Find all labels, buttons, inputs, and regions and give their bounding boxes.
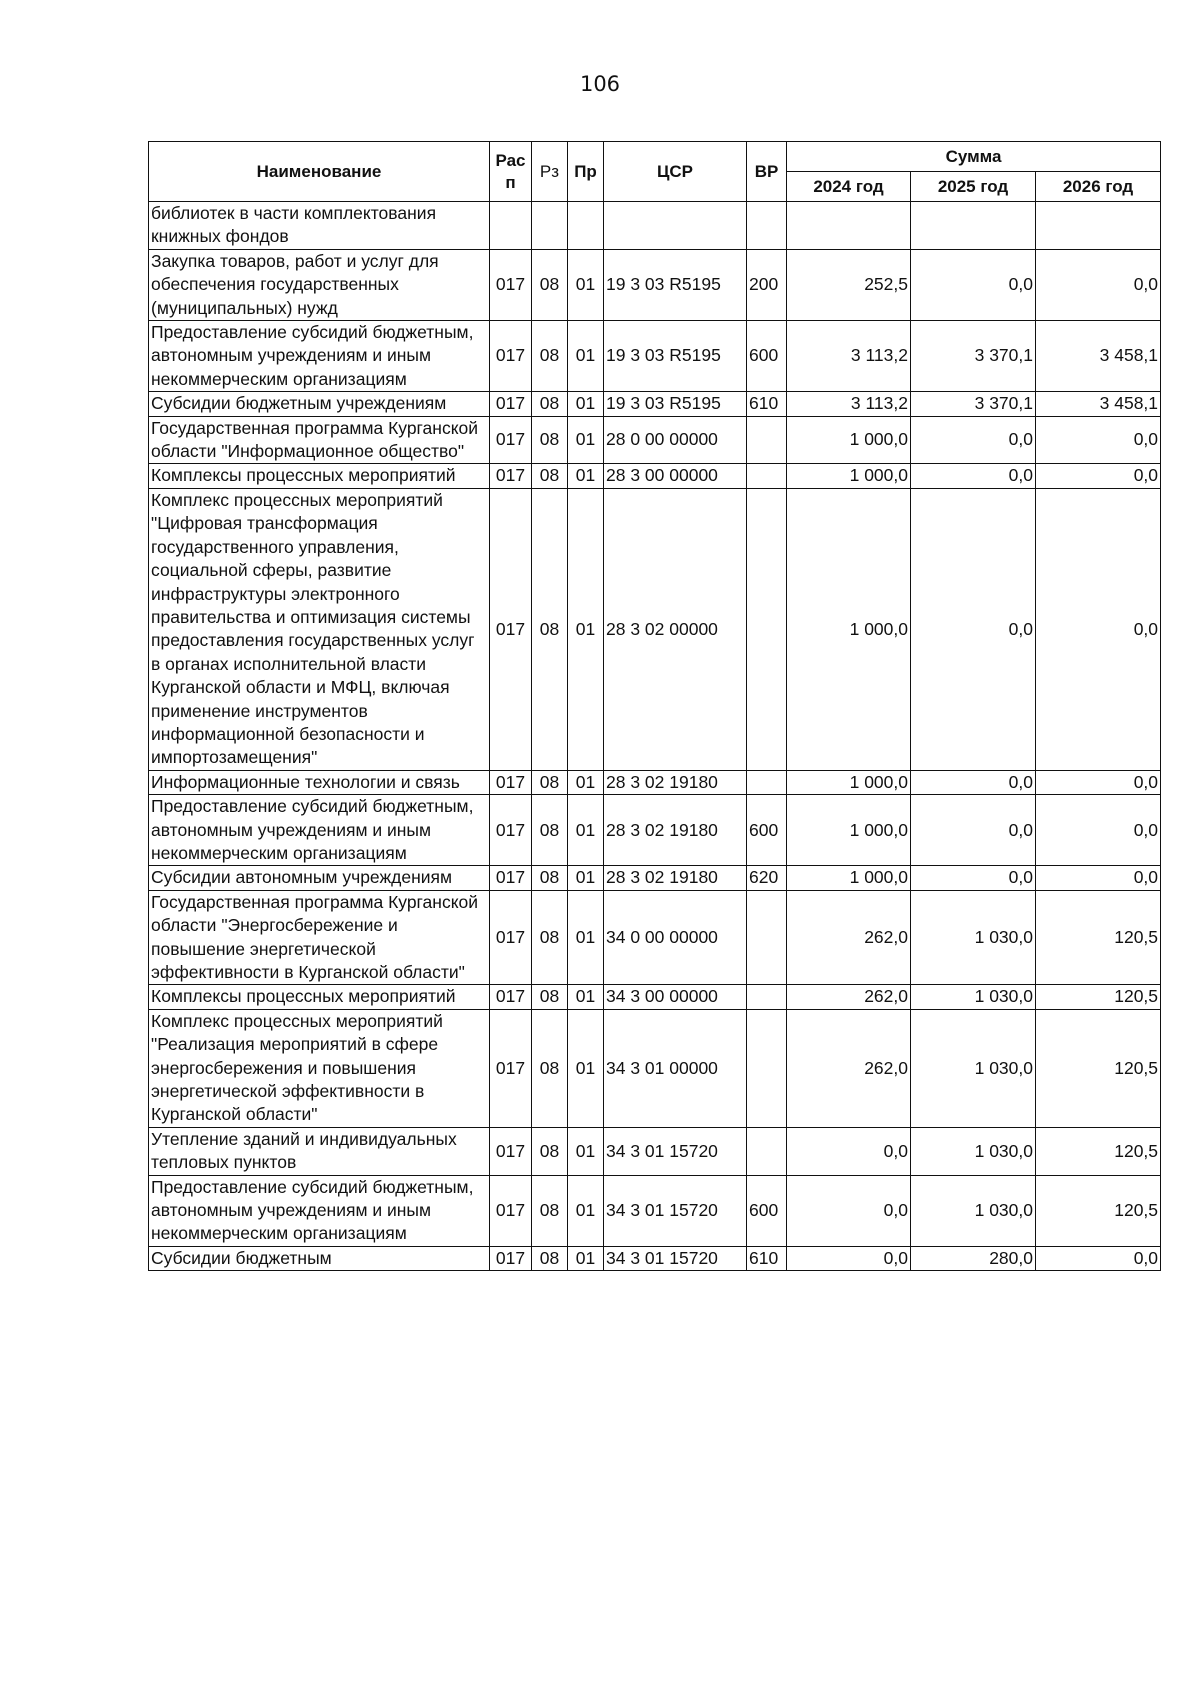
cell-y2025: 0,0: [911, 795, 1036, 866]
cell-rasp: 017: [490, 795, 532, 866]
header-name: Наименование: [149, 142, 490, 202]
cell-csr: 28 3 00 00000: [604, 464, 747, 488]
cell-rasp: 017: [490, 770, 532, 794]
cell-pr: 01: [568, 1175, 604, 1246]
cell-rz: 08: [532, 392, 568, 416]
cell-rasp: 017: [490, 1246, 532, 1270]
cell-y2024: 3 113,2: [787, 392, 911, 416]
table-row: [149, 985, 1161, 1009]
cell-rasp: 017: [490, 464, 532, 488]
cell-rasp: 017: [490, 985, 532, 1009]
cell-pr: 01: [568, 890, 604, 985]
cell-pr: 01: [568, 1009, 604, 1127]
cell-y2026: 3 458,1: [1036, 392, 1161, 416]
page-number: 106: [579, 72, 621, 96]
cell-pr: 01: [568, 249, 604, 320]
cell-rasp: 017: [490, 249, 532, 320]
table-row: [149, 1246, 1161, 1270]
cell-pr: 01: [568, 464, 604, 488]
cell-vr: [747, 464, 787, 488]
cell-name: Закупка товаров, работ и услуг для обеспечения государственных (муниципальных) нужд: [149, 249, 490, 320]
cell-y2026: 0,0: [1036, 249, 1161, 320]
cell-y2026: 0,0: [1036, 1246, 1161, 1270]
cell-vr: [747, 985, 787, 1009]
cell-rasp: 017: [490, 1175, 532, 1246]
cell-vr: [747, 890, 787, 985]
cell-y2025: 3 370,1: [911, 392, 1036, 416]
cell-rz: 08: [532, 1009, 568, 1127]
cell-pr: 01: [568, 392, 604, 416]
cell-pr: 01: [568, 866, 604, 890]
header-rasp: Рас п: [490, 142, 532, 202]
cell-y2025: [911, 202, 1036, 250]
header-2024: 2024 год: [787, 172, 911, 202]
cell-name: Предоставление субсидий бюджетным, автономным учреждениям и иным некоммерческим организациям: [149, 1175, 490, 1246]
cell-pr: 01: [568, 488, 604, 770]
table-row: [149, 392, 1161, 416]
cell-y2026: 0,0: [1036, 795, 1161, 866]
cell-pr: 01: [568, 1127, 604, 1175]
cell-y2024: 0,0: [787, 1127, 911, 1175]
cell-y2025: 3 370,1: [911, 321, 1036, 392]
cell-csr: 34 3 01 00000: [604, 1009, 747, 1127]
cell-y2025: 1 030,0: [911, 1009, 1036, 1127]
cell-rasp: 017: [490, 890, 532, 985]
cell-vr: 610: [747, 1246, 787, 1270]
cell-rz: 08: [532, 985, 568, 1009]
budget-table: [148, 141, 1161, 1271]
cell-y2024: 1 000,0: [787, 866, 911, 890]
cell-pr: 01: [568, 416, 604, 464]
cell-vr: 600: [747, 321, 787, 392]
header-2025: 2025 год: [911, 172, 1036, 202]
cell-y2026: 0,0: [1036, 416, 1161, 464]
cell-y2026: 120,5: [1036, 985, 1161, 1009]
cell-csr: 19 3 03 R5195: [604, 392, 747, 416]
cell-csr: 34 3 01 15720: [604, 1246, 747, 1270]
cell-y2024: 262,0: [787, 890, 911, 985]
cell-vr: [747, 1127, 787, 1175]
cell-name: Комплексы процессных мероприятий: [149, 985, 490, 1009]
cell-y2024: 0,0: [787, 1246, 911, 1270]
cell-name: Информационные технологии и связь: [149, 770, 490, 794]
cell-y2026: 120,5: [1036, 1127, 1161, 1175]
header-vr: ВР: [747, 142, 787, 202]
table-row: [149, 770, 1161, 794]
cell-rz: 08: [532, 464, 568, 488]
header-2026: 2026 год: [1036, 172, 1161, 202]
cell-y2025: 1 030,0: [911, 1175, 1036, 1246]
cell-name: Комплекс процессных мероприятий "Реализация мероприятий в сфере энергосбережения и повышения энергетической эффективности в Курганской области": [149, 1009, 490, 1127]
table-row: [149, 1009, 1161, 1127]
cell-rasp: 017: [490, 392, 532, 416]
cell-name: Утепление зданий и индивидуальных тепловых пунктов: [149, 1127, 490, 1175]
cell-name: Государственная программа Курганской области "Энергосбережение и повышение энергетической эффективности в Курганской области": [149, 890, 490, 985]
cell-rz: 08: [532, 890, 568, 985]
cell-y2026: 3 458,1: [1036, 321, 1161, 392]
cell-rasp: 017: [490, 1009, 532, 1127]
cell-y2025: 0,0: [911, 249, 1036, 320]
cell-pr: 01: [568, 321, 604, 392]
cell-y2024: 1 000,0: [787, 416, 911, 464]
cell-y2024: 1 000,0: [787, 488, 911, 770]
cell-y2026: [1036, 202, 1161, 250]
table-row: [149, 866, 1161, 890]
cell-name: Комплекс процессных мероприятий "Цифровая трансформация государственного управления, социальной сферы, развитие инфраструктуры электронного правительства и оптимизация системы предоставления государственных услуг в органах исполнительной власти Курганской области и МФЦ, включая применение инструментов информационной безопасности и импортозамещения": [149, 488, 490, 770]
table-row: [149, 321, 1161, 392]
cell-csr: 34 3 01 15720: [604, 1127, 747, 1175]
cell-y2024: 3 113,2: [787, 321, 911, 392]
header-csr: ЦСР: [604, 142, 747, 202]
cell-pr: 01: [568, 985, 604, 1009]
cell-csr: 28 3 02 19180: [604, 795, 747, 866]
cell-rz: 08: [532, 416, 568, 464]
cell-rz: 08: [532, 770, 568, 794]
cell-vr: [747, 1009, 787, 1127]
cell-rasp: 017: [490, 321, 532, 392]
cell-rz: 08: [532, 1246, 568, 1270]
cell-name: Субсидии бюджетным учреждениям: [149, 392, 490, 416]
cell-rz: 08: [532, 795, 568, 866]
cell-csr: 19 3 03 R5195: [604, 249, 747, 320]
cell-name: Комплексы процессных мероприятий: [149, 464, 490, 488]
cell-csr: 19 3 03 R5195: [604, 321, 747, 392]
header-rz: Рз: [532, 142, 568, 202]
cell-rasp: 017: [490, 1127, 532, 1175]
cell-rasp: 017: [490, 416, 532, 464]
cell-csr: 28 0 00 00000: [604, 416, 747, 464]
cell-pr: 01: [568, 795, 604, 866]
cell-rz: 08: [532, 1127, 568, 1175]
cell-vr: [747, 770, 787, 794]
cell-y2025: 0,0: [911, 416, 1036, 464]
table-row: [149, 249, 1161, 320]
cell-rasp: 017: [490, 488, 532, 770]
cell-csr: 28 3 02 19180: [604, 866, 747, 890]
cell-vr: 600: [747, 795, 787, 866]
cell-y2025: 0,0: [911, 464, 1036, 488]
cell-vr: 200: [747, 249, 787, 320]
cell-csr: 34 0 00 00000: [604, 890, 747, 985]
cell-y2024: 0,0: [787, 1175, 911, 1246]
cell-y2025: 0,0: [911, 866, 1036, 890]
cell-y2026: 0,0: [1036, 866, 1161, 890]
cell-y2024: 1 000,0: [787, 795, 911, 866]
cell-vr: 620: [747, 866, 787, 890]
cell-vr: [747, 202, 787, 250]
cell-name: Предоставление субсидий бюджетным, автономным учреждениям и иным некоммерческим организациям: [149, 795, 490, 866]
cell-y2026: 0,0: [1036, 464, 1161, 488]
cell-rz: 08: [532, 488, 568, 770]
cell-rasp: [490, 202, 532, 250]
table-row: [149, 464, 1161, 488]
cell-y2025: 1 030,0: [911, 890, 1036, 985]
cell-y2026: 120,5: [1036, 1175, 1161, 1246]
cell-y2025: 0,0: [911, 770, 1036, 794]
cell-csr: 34 3 00 00000: [604, 985, 747, 1009]
cell-name: Субсидии автономным учреждениям: [149, 866, 490, 890]
cell-y2025: 1 030,0: [911, 985, 1036, 1009]
cell-y2026: 0,0: [1036, 770, 1161, 794]
cell-y2024: 262,0: [787, 1009, 911, 1127]
table-body: [149, 202, 1161, 1271]
cell-rz: [532, 202, 568, 250]
table-row: [149, 202, 1161, 250]
cell-y2025: 0,0: [911, 488, 1036, 770]
cell-y2024: 1 000,0: [787, 770, 911, 794]
table-row: [149, 488, 1161, 770]
cell-csr: 28 3 02 00000: [604, 488, 747, 770]
cell-name: Предоставление субсидий бюджетным, автономным учреждениям и иным некоммерческим организациям: [149, 321, 490, 392]
cell-y2026: 0,0: [1036, 488, 1161, 770]
header-sum: Сумма: [787, 142, 1161, 172]
cell-y2024: 252,5: [787, 249, 911, 320]
header-pr: Пр: [568, 142, 604, 202]
cell-name: Государственная программа Курганской области "Информационное общество": [149, 416, 490, 464]
cell-vr: [747, 488, 787, 770]
cell-vr: 600: [747, 1175, 787, 1246]
table-row: [149, 1127, 1161, 1175]
cell-pr: 01: [568, 770, 604, 794]
cell-pr: 01: [568, 1246, 604, 1270]
cell-y2025: 280,0: [911, 1246, 1036, 1270]
cell-y2024: 1 000,0: [787, 464, 911, 488]
table-row: [149, 795, 1161, 866]
cell-rz: 08: [532, 866, 568, 890]
cell-csr: 34 3 01 15720: [604, 1175, 747, 1246]
cell-vr: 610: [747, 392, 787, 416]
cell-y2024: 262,0: [787, 985, 911, 1009]
cell-csr: [604, 202, 747, 250]
cell-rz: 08: [532, 321, 568, 392]
cell-y2024: [787, 202, 911, 250]
table-row: [149, 416, 1161, 464]
cell-csr: 28 3 02 19180: [604, 770, 747, 794]
cell-rz: 08: [532, 249, 568, 320]
cell-rasp: 017: [490, 866, 532, 890]
cell-y2026: 120,5: [1036, 890, 1161, 985]
table-row: [149, 1175, 1161, 1246]
cell-name: Субсидии бюджетным: [149, 1246, 490, 1270]
cell-pr: [568, 202, 604, 250]
cell-rz: 08: [532, 1175, 568, 1246]
cell-name: библиотек в части комплектования книжных фондов: [149, 202, 490, 250]
cell-y2025: 1 030,0: [911, 1127, 1036, 1175]
cell-y2026: 120,5: [1036, 1009, 1161, 1127]
cell-vr: [747, 416, 787, 464]
table-row: [149, 890, 1161, 985]
